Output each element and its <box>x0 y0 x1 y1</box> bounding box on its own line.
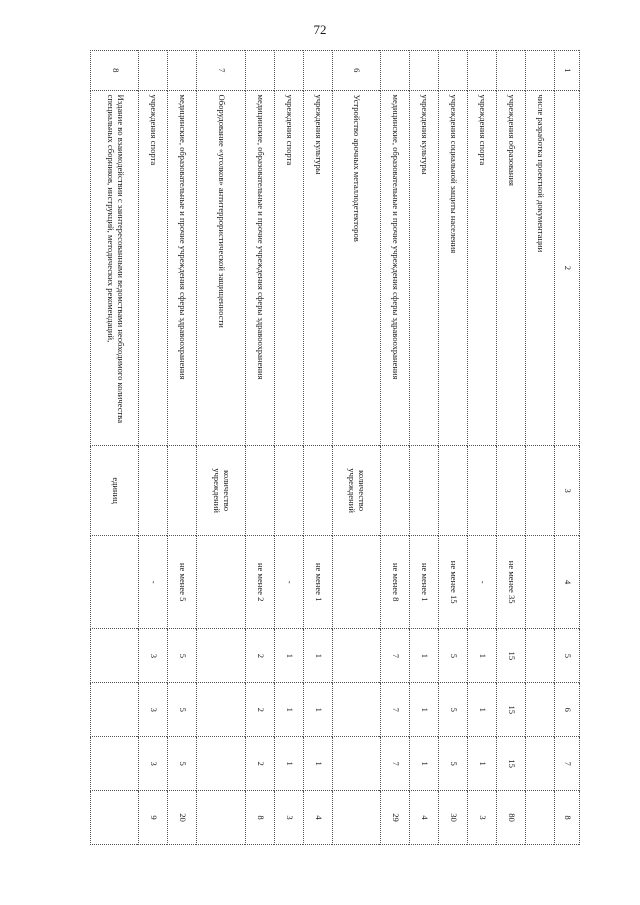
table-cell-col-3 <box>139 446 168 536</box>
table-cell-col-6 <box>91 683 139 737</box>
table-cell-col-4: - <box>274 536 303 629</box>
table-row <box>139 51 168 845</box>
table-cell-col-8 <box>91 791 139 845</box>
table-cell-col-5: 1 <box>468 629 497 683</box>
table-row <box>168 51 197 845</box>
table-cell-col-3: количество учреждений <box>332 446 380 536</box>
table-cell-col-3 <box>303 446 332 536</box>
header-row <box>555 51 580 845</box>
table-cell-col-4: не менее 35 <box>497 536 526 629</box>
table-cell-col-5: 1 <box>274 629 303 683</box>
table-cell-col-5: 15 <box>497 629 526 683</box>
table-cell-col-7: 3 <box>139 737 168 791</box>
table-cell-col-2: медицинские, образовательные и прочие учреждения сферы здравоохранения <box>168 90 197 446</box>
table-cell-col-5: 1 <box>303 629 332 683</box>
table-cell-col-5: 3 <box>139 629 168 683</box>
header-col-8: 8 <box>555 791 580 845</box>
table-cell-col-1: 8 <box>91 51 139 91</box>
table-row <box>332 51 380 845</box>
table-cell-col-4: не менее 15 <box>439 536 468 629</box>
table-cell-col-7: 1 <box>410 737 439 791</box>
table-cell-col-8: 29 <box>381 791 410 845</box>
table-cell-col-4 <box>332 536 380 629</box>
table-cell-col-2: Издание во взаимодействии с заинтересованными ведомствами необходимого количества специальных сборников, инструкций, методических рекомендаций, <box>91 90 139 446</box>
table-cell-col-8: 3 <box>468 791 497 845</box>
table-cell-col-4: не менее 1 <box>303 536 332 629</box>
table-row <box>91 51 139 845</box>
table-cell-col-5: 1 <box>410 629 439 683</box>
page-number: 72 <box>313 22 327 37</box>
table-cell-col-5 <box>197 629 245 683</box>
table-cell-col-6: 7 <box>381 683 410 737</box>
table-cell-col-6: 1 <box>410 683 439 737</box>
table-cell-col-1 <box>245 51 274 91</box>
table-cell-col-1 <box>303 51 332 91</box>
table-cell-col-8 <box>526 791 555 845</box>
table-cell-col-3: количество учреждений <box>197 446 245 536</box>
table-cell-col-1 <box>381 51 410 91</box>
table-row <box>197 51 245 845</box>
table-cell-col-4: - <box>139 536 168 629</box>
measures-table <box>90 50 580 845</box>
table-cell-col-4 <box>91 536 139 629</box>
table-cell-col-8: 80 <box>497 791 526 845</box>
table-cell-col-2: медицинские, образовательные и прочие учреждения сферы здравоохранения <box>245 90 274 446</box>
table-cell-col-5: 5 <box>439 629 468 683</box>
table-body <box>91 51 555 845</box>
table-cell-col-2: учреждения спорта <box>468 90 497 446</box>
table-cell-col-1: 7 <box>197 51 245 91</box>
table-cell-col-7 <box>526 737 555 791</box>
table-cell-col-1: 6 <box>332 51 380 91</box>
table-cell-col-8: 20 <box>168 791 197 845</box>
table-cell-col-6: 2 <box>245 683 274 737</box>
table-cell-col-1 <box>410 51 439 91</box>
table-row <box>410 51 439 845</box>
table-row <box>468 51 497 845</box>
table-cell-col-7 <box>91 737 139 791</box>
table-cell-col-2: Оборудование «уголков» антитеррористической защищенности <box>197 90 245 446</box>
table-cell-col-7: 7 <box>381 737 410 791</box>
table-cell-col-7: 2 <box>245 737 274 791</box>
table-cell-col-5: 7 <box>381 629 410 683</box>
header-col-4: 4 <box>555 536 580 629</box>
table-cell-col-5 <box>526 629 555 683</box>
header-col-3: 3 <box>555 446 580 536</box>
table-cell-col-6: 5 <box>439 683 468 737</box>
table-row <box>303 51 332 845</box>
rotated-table-region <box>90 50 580 845</box>
table-cell-col-3 <box>410 446 439 536</box>
table-cell-col-4 <box>197 536 245 629</box>
table-cell-col-3 <box>497 446 526 536</box>
table-row <box>497 51 526 845</box>
table-cell-col-8: 4 <box>303 791 332 845</box>
table-cell-col-5: 5 <box>168 629 197 683</box>
table-row <box>526 51 555 845</box>
table-row <box>381 51 410 845</box>
table-cell-col-2: числе разработка проектной документации <box>526 90 555 446</box>
table-cell-col-6: 15 <box>497 683 526 737</box>
table-cell-col-2: учреждения культуры <box>410 90 439 446</box>
table-row <box>439 51 468 845</box>
header-col-1: 1 <box>555 51 580 91</box>
table-cell-col-2: учреждения спорта <box>274 90 303 446</box>
table-cell-col-2: учреждения образования <box>497 90 526 446</box>
table-cell-col-6: 1 <box>303 683 332 737</box>
table-cell-col-4: - <box>468 536 497 629</box>
table-cell-col-1 <box>497 51 526 91</box>
table-cell-col-3: единиц <box>91 446 139 536</box>
table-cell-col-1 <box>439 51 468 91</box>
table-cell-col-2: учреждения спорта <box>139 90 168 446</box>
table-cell-col-6 <box>526 683 555 737</box>
table-cell-col-3 <box>168 446 197 536</box>
table-cell-col-3 <box>381 446 410 536</box>
table-cell-col-4: не менее 1 <box>410 536 439 629</box>
table-cell-col-5 <box>332 629 380 683</box>
table-cell-col-4 <box>526 536 555 629</box>
table-cell-col-3 <box>274 446 303 536</box>
table-cell-col-1 <box>526 51 555 91</box>
table-cell-col-6 <box>197 683 245 737</box>
table-cell-col-7: 1 <box>468 737 497 791</box>
table-cell-col-7: 1 <box>303 737 332 791</box>
table-cell-col-8: 3 <box>274 791 303 845</box>
table-cell-col-8 <box>197 791 245 845</box>
table-cell-col-6: 1 <box>274 683 303 737</box>
table-cell-col-8 <box>332 791 380 845</box>
table-cell-col-8: 8 <box>245 791 274 845</box>
table-cell-col-2: учреждения социальной защиты населения <box>439 90 468 446</box>
table-cell-col-6: 3 <box>139 683 168 737</box>
table-cell-col-4: не менее 5 <box>168 536 197 629</box>
header-col-6: 6 <box>555 683 580 737</box>
table-cell-col-7 <box>332 737 380 791</box>
table-cell-col-6 <box>332 683 380 737</box>
table-cell-col-5: 2 <box>245 629 274 683</box>
table-cell-col-7 <box>197 737 245 791</box>
table-cell-col-3 <box>245 446 274 536</box>
table-cell-col-6: 1 <box>468 683 497 737</box>
table-cell-col-3 <box>439 446 468 536</box>
header-col-5: 5 <box>555 629 580 683</box>
table-cell-col-5 <box>91 629 139 683</box>
header-col-7: 7 <box>555 737 580 791</box>
table-cell-col-2: Устройство арочных металлодетекторов <box>332 90 380 446</box>
table-cell-col-1 <box>168 51 197 91</box>
table-cell-col-8: 30 <box>439 791 468 845</box>
table-row <box>274 51 303 845</box>
table-row <box>245 51 274 845</box>
table-cell-col-8: 4 <box>410 791 439 845</box>
table-cell-col-7: 5 <box>439 737 468 791</box>
table-cell-col-4: не менее 8 <box>381 536 410 629</box>
table-cell-col-2: учреждения культуры <box>303 90 332 446</box>
table-cell-col-8: 9 <box>139 791 168 845</box>
table-cell-col-7: 5 <box>168 737 197 791</box>
table-cell-col-7: 1 <box>274 737 303 791</box>
table-cell-col-6: 5 <box>168 683 197 737</box>
table-cell-col-2: медицинские, образовательные и прочие учреждения сферы здравоохранения <box>381 90 410 446</box>
table-cell-col-1 <box>139 51 168 91</box>
table-cell-col-1 <box>468 51 497 91</box>
table-cell-col-3 <box>526 446 555 536</box>
table-cell-col-1 <box>274 51 303 91</box>
header-col-2: 2 <box>555 90 580 446</box>
table-cell-col-3 <box>468 446 497 536</box>
table-cell-col-4: не менее 2 <box>245 536 274 629</box>
table-cell-col-7: 15 <box>497 737 526 791</box>
